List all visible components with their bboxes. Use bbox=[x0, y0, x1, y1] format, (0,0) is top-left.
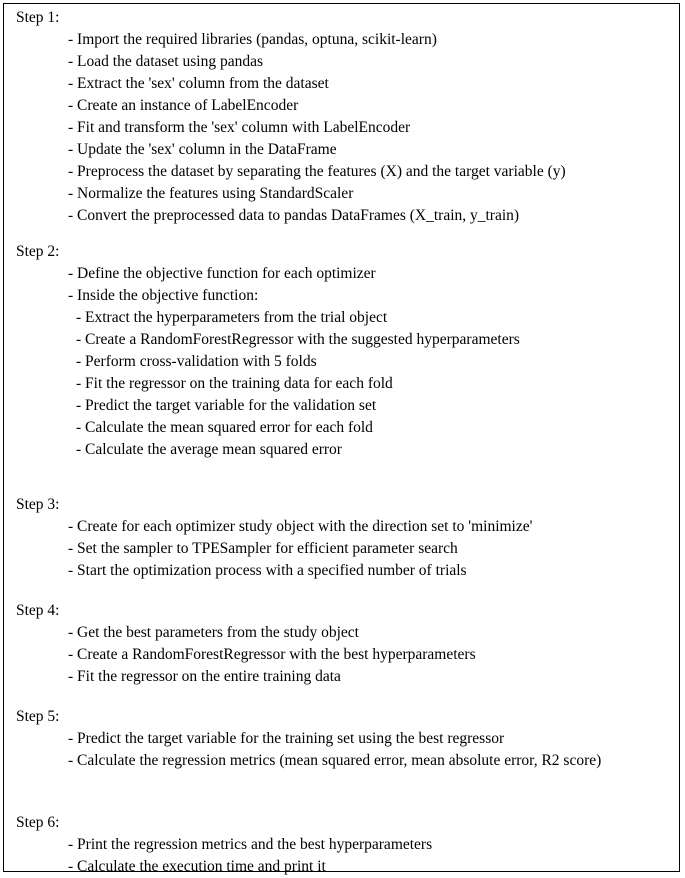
step-1-title: Step 1: bbox=[16, 9, 60, 26]
step-1-item: - Import the required libraries (pandas, optuna, scikit-learn) bbox=[68, 31, 437, 48]
step-2-subitem: - Fit the regressor on the training data for each fold bbox=[76, 375, 393, 392]
step-2-subitem: - Perform cross-validation with 5 folds bbox=[76, 353, 317, 370]
step-2-subitem: - Calculate the average mean squared error bbox=[76, 441, 342, 458]
algorithm-box bbox=[3, 3, 680, 875]
step-5-title: Step 5: bbox=[16, 708, 60, 725]
step-4-item: - Get the best parameters from the study object bbox=[68, 624, 359, 641]
step-3-item: - Create for each optimizer study object with the direction set to 'minimize' bbox=[68, 518, 533, 535]
step-1-item: - Update the 'sex' column in the DataFrame bbox=[68, 141, 337, 158]
step-3-item: - Set the sampler to TPESampler for efficient parameter search bbox=[68, 540, 458, 557]
step-6-item: - Print the regression metrics and the best hyperparameters bbox=[68, 836, 433, 853]
step-4-title: Step 4: bbox=[16, 602, 60, 619]
step-6-title: Step 6: bbox=[16, 814, 60, 831]
step-3-item: - Start the optimization process with a specified number of trials bbox=[68, 562, 467, 579]
step-6-item: - Calculate the execution time and print it bbox=[68, 858, 326, 875]
step-5-item: - Predict the target variable for the training set using the best regressor bbox=[68, 730, 505, 747]
step-2-subitem: - Calculate the mean squared error for each fold bbox=[76, 419, 373, 436]
step-1-item: - Load the dataset using pandas bbox=[68, 53, 263, 70]
step-1-item: - Extract the 'sex' column from the dataset bbox=[68, 75, 329, 92]
step-2-subitem: - Extract the hyperparameters from the trial object bbox=[76, 309, 388, 326]
step-1-item: - Create an instance of LabelEncoder bbox=[68, 97, 299, 114]
step-2-subitem: - Create a RandomForestRegressor with the suggested hyperparameters bbox=[76, 331, 520, 348]
step-2-item: - Inside the objective function: bbox=[68, 287, 259, 304]
step-3-title: Step 3: bbox=[16, 496, 60, 513]
step-4-item: - Fit the regressor on the entire training data bbox=[68, 668, 341, 685]
step-2-subitem: - Predict the target variable for the validation set bbox=[76, 397, 377, 414]
step-2-title: Step 2: bbox=[16, 243, 60, 260]
step-1-item: - Preprocess the dataset by separating the features (X) and the target variable (y) bbox=[68, 163, 566, 180]
step-4-item: - Create a RandomForestRegressor with the best hyperparameters bbox=[68, 646, 476, 663]
step-5-item: - Calculate the regression metrics (mean squared error, mean absolute error, R2 score) bbox=[68, 752, 602, 769]
step-1-item: - Normalize the features using StandardScaler bbox=[68, 185, 354, 202]
step-2-item: - Define the objective function for each optimizer bbox=[68, 265, 376, 282]
step-1-item: - Convert the preprocessed data to pandas DataFrames (X_train, y_train) bbox=[68, 207, 520, 224]
step-1-item: - Fit and transform the 'sex' column with LabelEncoder bbox=[68, 119, 411, 136]
